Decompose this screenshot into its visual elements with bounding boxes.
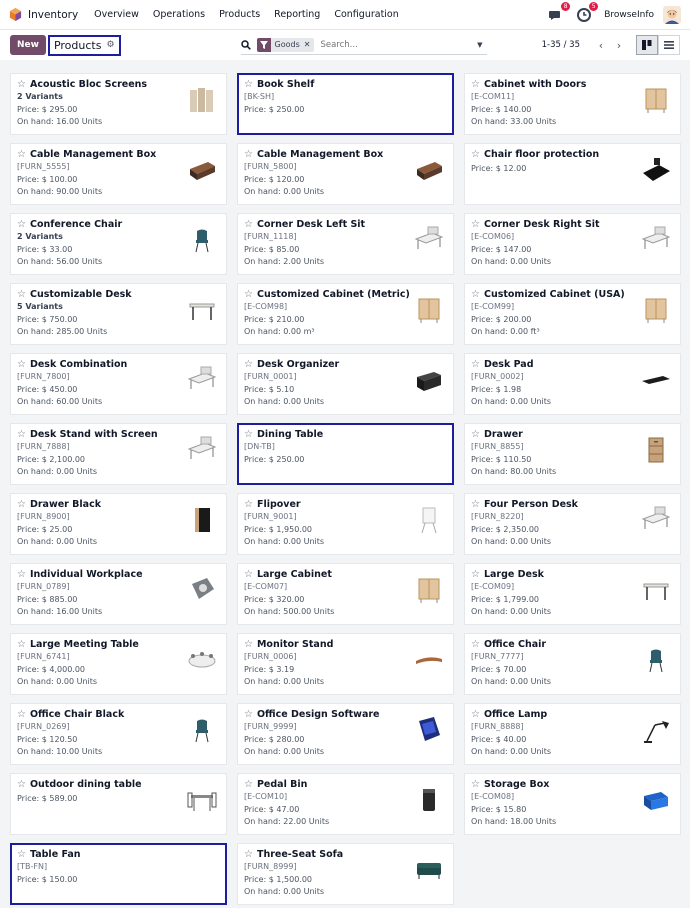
product-card[interactable]	[464, 633, 681, 695]
stand-icon	[413, 644, 445, 676]
menu-products[interactable]: Products	[219, 9, 261, 20]
product-price: Price: $ 4,000.00	[17, 665, 86, 674]
search-facet	[257, 38, 315, 52]
product-reference: [E-COM09]	[471, 582, 515, 591]
product-reference: [FURN_5555]	[17, 162, 70, 171]
favorite-star-icon[interactable]: ☆	[244, 149, 253, 160]
user-avatar[interactable]	[663, 6, 681, 24]
favorite-star-icon[interactable]: ☆	[244, 569, 253, 580]
product-card[interactable]	[237, 143, 454, 205]
product-price: Price: $ 47.00	[244, 805, 300, 814]
product-reference: [FURN_8999]	[244, 862, 297, 871]
breadcrumb	[48, 35, 121, 56]
product-card[interactable]	[10, 73, 227, 135]
sofa-icon	[413, 854, 445, 886]
favorite-star-icon[interactable]: ☆	[17, 499, 26, 510]
product-card[interactable]	[10, 423, 227, 485]
product-name: Desk Pad	[483, 359, 534, 370]
product-on-hand: On hand: 0.00 Units	[471, 257, 552, 266]
product-card[interactable]	[464, 283, 681, 345]
favorite-star-icon[interactable]: ☆	[17, 359, 26, 370]
product-price: Price: $ 1,500.00	[244, 875, 313, 884]
remove-facet-icon[interactable]: ✕	[303, 40, 311, 49]
product-name: Corner Desk Left Sit	[256, 219, 366, 230]
product-reference: [FURN_1118]	[244, 232, 297, 241]
product-reference: 5 Variants	[17, 302, 63, 311]
product-price: Price: $ 100.00	[17, 175, 78, 184]
product-on-hand: On hand: 0.00 Units	[244, 677, 325, 686]
list-icon	[664, 40, 674, 50]
product-price: Price: $ 1,950.00	[244, 525, 313, 534]
product-price: Price: $ 320.00	[244, 595, 305, 604]
favorite-star-icon[interactable]: ☆	[17, 709, 26, 720]
filter-icon	[257, 38, 271, 52]
favorite-star-icon[interactable]: ☆	[17, 779, 26, 790]
product-card[interactable]	[10, 283, 227, 345]
meeting-table-icon	[186, 644, 218, 676]
product-reference: [FURN_0269]	[17, 722, 70, 731]
product-card[interactable]	[237, 633, 454, 695]
product-on-hand: On hand: 2.00 Units	[244, 257, 325, 266]
favorite-star-icon[interactable]: ☆	[244, 219, 253, 230]
product-name: Four Person Desk	[483, 499, 578, 510]
product-card[interactable]	[10, 843, 227, 905]
product-reference: [DN-TB]	[244, 442, 275, 451]
menu-operations[interactable]: Operations	[152, 9, 206, 20]
product-title	[244, 79, 447, 90]
product-card[interactable]	[237, 213, 454, 275]
table-icon	[640, 574, 672, 606]
product-card[interactable]	[10, 493, 227, 555]
product-name: Drawer Black	[29, 499, 102, 510]
product-name: Office Chair	[483, 639, 547, 650]
product-on-hand: On hand: 90.00 Units	[17, 187, 103, 196]
product-on-hand: On hand: 0.00 Units	[471, 607, 552, 616]
product-name: Office Design Software	[256, 709, 380, 720]
drawer-icon	[640, 434, 672, 466]
product-name: Office Lamp	[483, 709, 548, 720]
gear-icon[interactable]: ⚙	[106, 40, 115, 50]
product-card[interactable]	[237, 773, 454, 835]
product-card[interactable]	[464, 423, 681, 485]
chevron-right-icon[interactable]: ›	[616, 38, 622, 52]
product-name: Office Chair Black	[29, 709, 125, 720]
product-reference: [FURN_8220]	[471, 512, 524, 521]
favorite-star-icon[interactable]: ☆	[244, 709, 253, 720]
product-on-hand: On hand: 500.00 Units	[244, 607, 335, 616]
product-on-hand: On hand: 285.00 Units	[17, 327, 108, 336]
view-switcher	[636, 35, 680, 55]
favorite-star-icon[interactable]: ☆	[244, 359, 253, 370]
product-card[interactable]	[237, 563, 454, 625]
product-name: Cable Management Box	[256, 149, 384, 160]
organizer-icon	[413, 364, 445, 396]
favorite-star-icon[interactable]: ☆	[244, 849, 253, 860]
favorite-star-icon[interactable]: ☆	[471, 429, 480, 440]
product-kanban	[10, 73, 680, 905]
chair-icon	[186, 224, 218, 256]
product-card[interactable]	[464, 703, 681, 765]
product-price: Price: $ 1.98	[471, 385, 522, 394]
favorite-star-icon[interactable]: ☆	[244, 499, 253, 510]
product-reference: [FURN_8888]	[471, 722, 524, 731]
product-price: Price: $ 280.00	[244, 735, 305, 744]
favorite-star-icon[interactable]: ☆	[244, 429, 253, 440]
product-name: Customized Cabinet (USA)	[483, 289, 625, 300]
favorite-star-icon[interactable]: ☆	[244, 639, 253, 650]
control-panel	[0, 30, 690, 60]
app-name[interactable]: Inventory	[28, 8, 79, 21]
product-name: Customized Cabinet (Metric)	[256, 289, 410, 300]
product-card[interactable]	[237, 283, 454, 345]
product-reference: [FURN_0789]	[17, 582, 70, 591]
product-price: Price: $ 210.00	[244, 315, 305, 324]
product-reference: [FURN_7800]	[17, 372, 70, 381]
favorite-star-icon[interactable]: ☆	[244, 79, 253, 90]
product-reference: [FURN_0006]	[244, 652, 297, 661]
favorite-star-icon[interactable]: ☆	[471, 289, 480, 300]
product-name: Pedal Bin	[256, 779, 308, 790]
product-card[interactable]	[237, 73, 454, 135]
favorite-star-icon[interactable]: ☆	[17, 289, 26, 300]
favorite-star-icon[interactable]: ☆	[17, 849, 26, 860]
product-price: Price: $ 15.80	[471, 805, 527, 814]
favorite-star-icon[interactable]: ☆	[471, 569, 480, 580]
product-name: Storage Box	[483, 779, 550, 790]
facet-label: Goods	[274, 40, 300, 49]
product-name: Large Cabinet	[256, 569, 332, 580]
favorite-star-icon[interactable]: ☆	[471, 779, 480, 790]
inventory-app-icon[interactable]	[9, 8, 22, 21]
product-price: Price: $ 33.00	[17, 245, 73, 254]
product-name: Desk Stand with Screen	[29, 429, 158, 440]
product-price: Price: $ 140.00	[471, 105, 532, 114]
favorite-star-icon[interactable]: ☆	[471, 639, 480, 650]
product-on-hand: On hand: 10.00 Units	[17, 747, 103, 756]
product-name: Conference Chair	[29, 219, 123, 230]
dining-set-icon	[186, 784, 218, 816]
product-on-hand: On hand: 0.00 Units	[471, 537, 552, 546]
search-icon[interactable]	[241, 40, 251, 50]
product-price: Price: $ 5.10	[244, 385, 295, 394]
flipover-icon	[413, 504, 445, 536]
product-price: Price: $ 589.00	[17, 794, 78, 803]
product-name: Individual Workplace	[29, 569, 143, 580]
product-name: Chair floor protection	[483, 149, 600, 160]
product-reference: [E-COM98]	[244, 302, 288, 311]
product-price: Price: $ 110.50	[471, 455, 532, 464]
product-on-hand: On hand: 80.00 Units	[471, 467, 557, 476]
product-reference: [FURN_8900]	[17, 512, 70, 521]
product-card[interactable]	[10, 143, 227, 205]
product-price: Price: $ 3.19	[244, 665, 295, 674]
product-name: Monitor Stand	[256, 639, 334, 650]
product-name: Drawer	[483, 429, 523, 440]
product-card[interactable]	[10, 703, 227, 765]
mat-icon	[640, 154, 672, 186]
product-reference: [E-COM06]	[471, 232, 515, 241]
favorite-star-icon[interactable]: ☆	[471, 359, 480, 370]
top-navbar	[0, 0, 690, 30]
product-name: Flipover	[256, 499, 301, 510]
product-on-hand: On hand: 16.00 Units	[17, 117, 103, 126]
product-on-hand: On hand: 0.00 Units	[244, 747, 325, 756]
product-on-hand: On hand: 0.00 Units	[471, 397, 552, 406]
favorite-star-icon[interactable]: ☆	[244, 289, 253, 300]
product-price: Price: $ 12.00	[471, 164, 527, 173]
product-card[interactable]	[10, 563, 227, 625]
product-card[interactable]	[10, 773, 227, 835]
kanban-icon	[642, 40, 652, 50]
activities-badge: 5	[589, 2, 598, 11]
kanban-view-button[interactable]	[636, 35, 658, 55]
product-price: Price: $ 147.00	[471, 245, 532, 254]
desk-icon	[186, 434, 218, 466]
favorite-star-icon[interactable]: ☆	[471, 709, 480, 720]
product-reference: [FURN_0002]	[471, 372, 524, 381]
product-on-hand: On hand: 0.00 Units	[17, 677, 98, 686]
messaging-button[interactable]	[548, 2, 568, 23]
search-bar	[241, 35, 487, 55]
product-reference: [E-COM99]	[471, 302, 515, 311]
product-price: Price: $ 1,799.00	[471, 595, 540, 604]
storage-box-icon	[640, 784, 672, 816]
favorite-star-icon[interactable]: ☆	[471, 219, 480, 230]
product-card[interactable]	[237, 353, 454, 415]
activities-button[interactable]	[576, 2, 596, 23]
favorite-star-icon[interactable]: ☆	[471, 79, 480, 90]
product-reference: [E-COM10]	[244, 792, 288, 801]
desk-icon	[640, 224, 672, 256]
product-price: Price: $ 750.00	[17, 315, 78, 324]
product-name: Outdoor dining table	[29, 779, 142, 790]
favorite-star-icon[interactable]: ☆	[17, 569, 26, 580]
lamp-icon	[640, 714, 672, 746]
product-name: Large Meeting Table	[29, 639, 139, 650]
page-title: Products	[53, 38, 102, 52]
product-name: Large Desk	[483, 569, 544, 580]
product-price: Price: $ 150.00	[17, 875, 78, 884]
product-reference: [FURN_8855]	[471, 442, 524, 451]
product-card[interactable]	[464, 773, 681, 835]
product-price: Price: $ 85.00	[244, 245, 300, 254]
product-price: Price: $ 70.00	[471, 665, 527, 674]
product-reference: [FURN_9001]	[244, 512, 297, 521]
product-reference: [FURN_0001]	[244, 372, 297, 381]
product-price: Price: $ 120.50	[17, 735, 78, 744]
favorite-star-icon[interactable]: ☆	[17, 219, 26, 230]
product-on-hand: On hand: 0.00 ft³	[471, 327, 540, 336]
favorite-star-icon[interactable]: ☆	[244, 779, 253, 790]
product-on-hand: On hand: 60.00 Units	[17, 397, 103, 406]
favorite-star-icon[interactable]: ☆	[17, 639, 26, 650]
product-price: Price: $ 250.00	[244, 105, 305, 114]
software-icon	[413, 714, 445, 746]
chair-icon	[186, 714, 218, 746]
product-reference: 2 Variants	[17, 232, 63, 241]
product-card[interactable]	[237, 703, 454, 765]
product-reference: [FURN_7888]	[17, 442, 70, 451]
pad-icon	[640, 364, 672, 396]
product-on-hand: On hand: 0.00 Units	[471, 677, 552, 686]
chevron-left-icon[interactable]: ‹	[598, 38, 604, 52]
product-on-hand: On hand: 0.00 Units	[244, 397, 325, 406]
workplace-icon	[186, 574, 218, 606]
product-card[interactable]	[464, 143, 681, 205]
cabinet-icon	[413, 294, 445, 326]
messages-badge: 8	[561, 2, 570, 11]
product-price: Price: $ 2,350.00	[471, 525, 540, 534]
product-on-hand: On hand: 18.00 Units	[471, 817, 557, 826]
menu-reporting[interactable]: Reporting	[274, 9, 321, 20]
desk-icon	[413, 224, 445, 256]
pager	[542, 35, 680, 55]
search-options-toggle[interactable]: ▼	[477, 40, 483, 49]
product-name: Book Shelf	[256, 79, 315, 90]
product-on-hand: On hand: 33.00 Units	[471, 117, 557, 126]
product-name: Acoustic Bloc Screens	[29, 79, 148, 90]
product-card[interactable]	[464, 213, 681, 275]
bin-icon	[413, 784, 445, 816]
cabinet-icon	[413, 574, 445, 606]
search-input[interactable]	[320, 40, 477, 50]
product-on-hand: On hand: 22.00 Units	[244, 817, 330, 826]
product-reference: [E-COM11]	[471, 92, 515, 101]
product-name: Three-Seat Sofa	[256, 849, 344, 860]
product-reference: [FURN_9999]	[244, 722, 297, 731]
favorite-star-icon[interactable]: ☆	[17, 429, 26, 440]
chair-icon	[640, 644, 672, 676]
product-on-hand: On hand: 0.00 Units	[17, 467, 98, 476]
cabinet-icon	[640, 84, 672, 116]
new-button[interactable]: New	[10, 35, 46, 55]
product-reference: [E-COM07]	[244, 582, 288, 591]
product-reference: [FURN_6741]	[17, 652, 70, 661]
favorite-star-icon[interactable]: ☆	[471, 149, 480, 160]
product-price: Price: $ 250.00	[244, 455, 305, 464]
product-on-hand: On hand: 0.00 Units	[17, 537, 98, 546]
product-name: Corner Desk Right Sit	[483, 219, 600, 230]
product-title	[17, 849, 220, 860]
product-card[interactable]	[464, 563, 681, 625]
product-reference: 2 Variants	[17, 92, 63, 101]
product-price: Price: $ 885.00	[17, 595, 78, 604]
product-price: Price: $ 295.00	[17, 105, 78, 114]
favorite-star-icon[interactable]: ☆	[471, 499, 480, 510]
screen-icon	[186, 84, 218, 116]
product-price: Price: $ 120.00	[244, 175, 305, 184]
product-on-hand: On hand: 16.00 Units	[17, 607, 103, 616]
product-card[interactable]	[464, 493, 681, 555]
product-card[interactable]	[464, 353, 681, 415]
product-name: Cabinet with Doors	[483, 79, 587, 90]
product-price: Price: $ 2,100.00	[17, 455, 86, 464]
product-card[interactable]	[237, 493, 454, 555]
product-reference: [FURN_5800]	[244, 162, 297, 171]
product-reference: [TB-FN]	[17, 862, 48, 871]
company-switcher[interactable]: BrowseInfo	[604, 9, 654, 20]
product-reference: [BK-SH]	[244, 92, 275, 101]
product-name: Dining Table	[256, 429, 324, 440]
product-name: Cable Management Box	[29, 149, 157, 160]
product-price: Price: $ 40.00	[471, 735, 527, 744]
pager-value[interactable]: 1-35 / 35	[541, 40, 580, 50]
product-name: Table Fan	[29, 849, 81, 860]
menu-overview[interactable]: Overview	[94, 9, 139, 20]
product-card[interactable]	[464, 73, 681, 135]
product-reference: [FURN_7777]	[471, 652, 524, 661]
product-title	[244, 429, 447, 440]
product-on-hand: On hand: 0.00 m³	[244, 327, 315, 336]
box-icon	[186, 154, 218, 186]
product-name: Desk Combination	[29, 359, 128, 370]
product-on-hand: On hand: 0.00 Units	[244, 537, 325, 546]
product-card[interactable]	[237, 423, 454, 485]
product-card[interactable]	[237, 843, 454, 905]
product-name: Desk Organizer	[256, 359, 340, 370]
product-on-hand: On hand: 0.00 Units	[244, 187, 325, 196]
desk-icon	[640, 504, 672, 536]
menu-configuration[interactable]: Configuration	[334, 9, 399, 20]
cabinet-icon	[640, 294, 672, 326]
box-icon	[413, 154, 445, 186]
product-on-hand: On hand: 56.00 Units	[17, 257, 103, 266]
product-card[interactable]	[10, 353, 227, 415]
product-card[interactable]	[10, 213, 227, 275]
product-on-hand: On hand: 0.00 Units	[471, 747, 552, 756]
product-price: Price: $ 200.00	[471, 315, 532, 324]
list-view-button[interactable]	[658, 35, 680, 55]
product-price: Price: $ 25.00	[17, 525, 73, 534]
product-price: Price: $ 450.00	[17, 385, 78, 394]
product-name: Customizable Desk	[29, 289, 132, 300]
drawer-black-icon	[186, 504, 218, 536]
desk-icon	[186, 364, 218, 396]
product-reference: [E-COM08]	[471, 792, 515, 801]
table-icon	[186, 294, 218, 326]
product-card[interactable]	[10, 633, 227, 695]
product-on-hand: On hand: 0.00 Units	[244, 887, 325, 896]
favorite-star-icon[interactable]: ☆	[17, 149, 26, 160]
favorite-star-icon[interactable]: ☆	[17, 79, 26, 90]
